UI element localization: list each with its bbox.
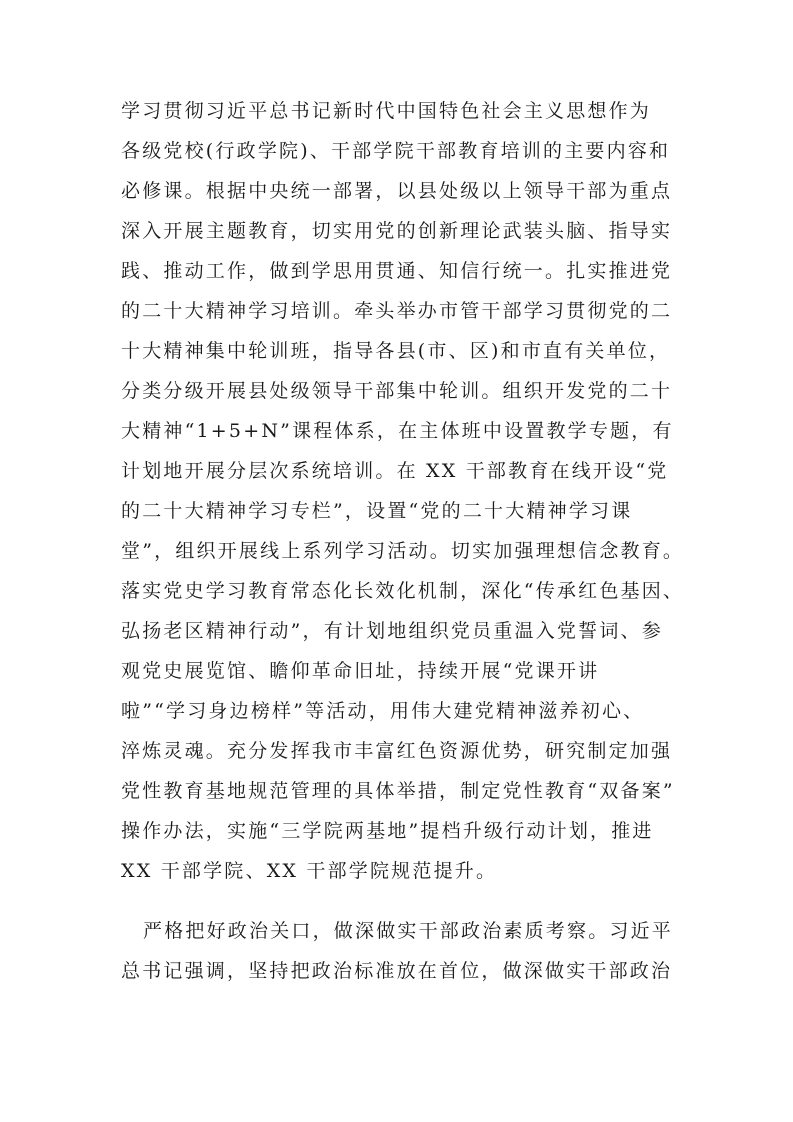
text-line: 学习贯彻习近平总书记新时代中国特色社会主义思想作为: [121, 100, 652, 122]
text-line: 大精神“1+5+N”课程体系，在主体班中设置教学专题，有: [121, 420, 674, 442]
text-line: 观党史展览馆、瞻仰革命旧址，持续开展“党课开讲: [121, 660, 600, 682]
text-line: 十大精神集中轮训班，指导各县(市、区)和市直有关单位，: [121, 340, 671, 362]
text-line: 各级党校(行政学院)、干部学院干部教育培训的主要内容和: [121, 140, 671, 162]
text-line: 总书记强调，坚持把政治标准放在首位，做深做实干部政治: [121, 960, 673, 982]
text-line: 操作办法，实施“三学院两基地”提档升级行动计划，推进: [121, 820, 654, 842]
text-line: XX 干部学院、XX 干部学院规范提升。: [121, 860, 498, 882]
text-line: 严格把好政治关口，做深做实干部政治素质考察。习近平: [143, 920, 674, 942]
text-line: 弘扬老区精神行动”，有计划地组织党员重温入党誓词、参: [121, 620, 663, 642]
text-line: 落实党史学习教育常态化长效化机制，深化“传承红色基因、: [121, 580, 685, 602]
text-line: 计划地开展分层次系统培训。在 XX 干部教育在线开设“党: [121, 460, 669, 482]
text-line: 深入开展主题教育，切实用党的创新理论武装头脑、指导实: [121, 220, 673, 242]
text-line: 堂”，组织开展线上系列学习活动。切实加强理想信念教育。: [121, 540, 685, 562]
text-line: 践、推动工作，做到学思用贯通、知信行统一。扎实推进党: [121, 260, 673, 282]
text-line: 的二十大精神学习培训。牵头举办市管干部学习贯彻党的二: [121, 300, 673, 322]
text-line: 淬炼灵魂。充分发挥我市丰富红色资源优势，研究制定加强: [121, 740, 673, 762]
text-line: 党性教育基地规范管理的具体举措，制定党性教育“双备案”: [121, 780, 675, 802]
text-line: 啦”“学习身边榜样”等活动，用伟大建党精神滋养初心、: [121, 700, 645, 722]
text-line: 的二十大精神学习专栏”，设置“党的二十大精神学习课: [121, 500, 633, 522]
text-line: 必修课。根据中央统一部署，以县处级以上领导干部为重点: [121, 180, 673, 202]
text-line: 分类分级开展县处级领导干部集中轮训。组织开发党的二十: [121, 380, 673, 402]
